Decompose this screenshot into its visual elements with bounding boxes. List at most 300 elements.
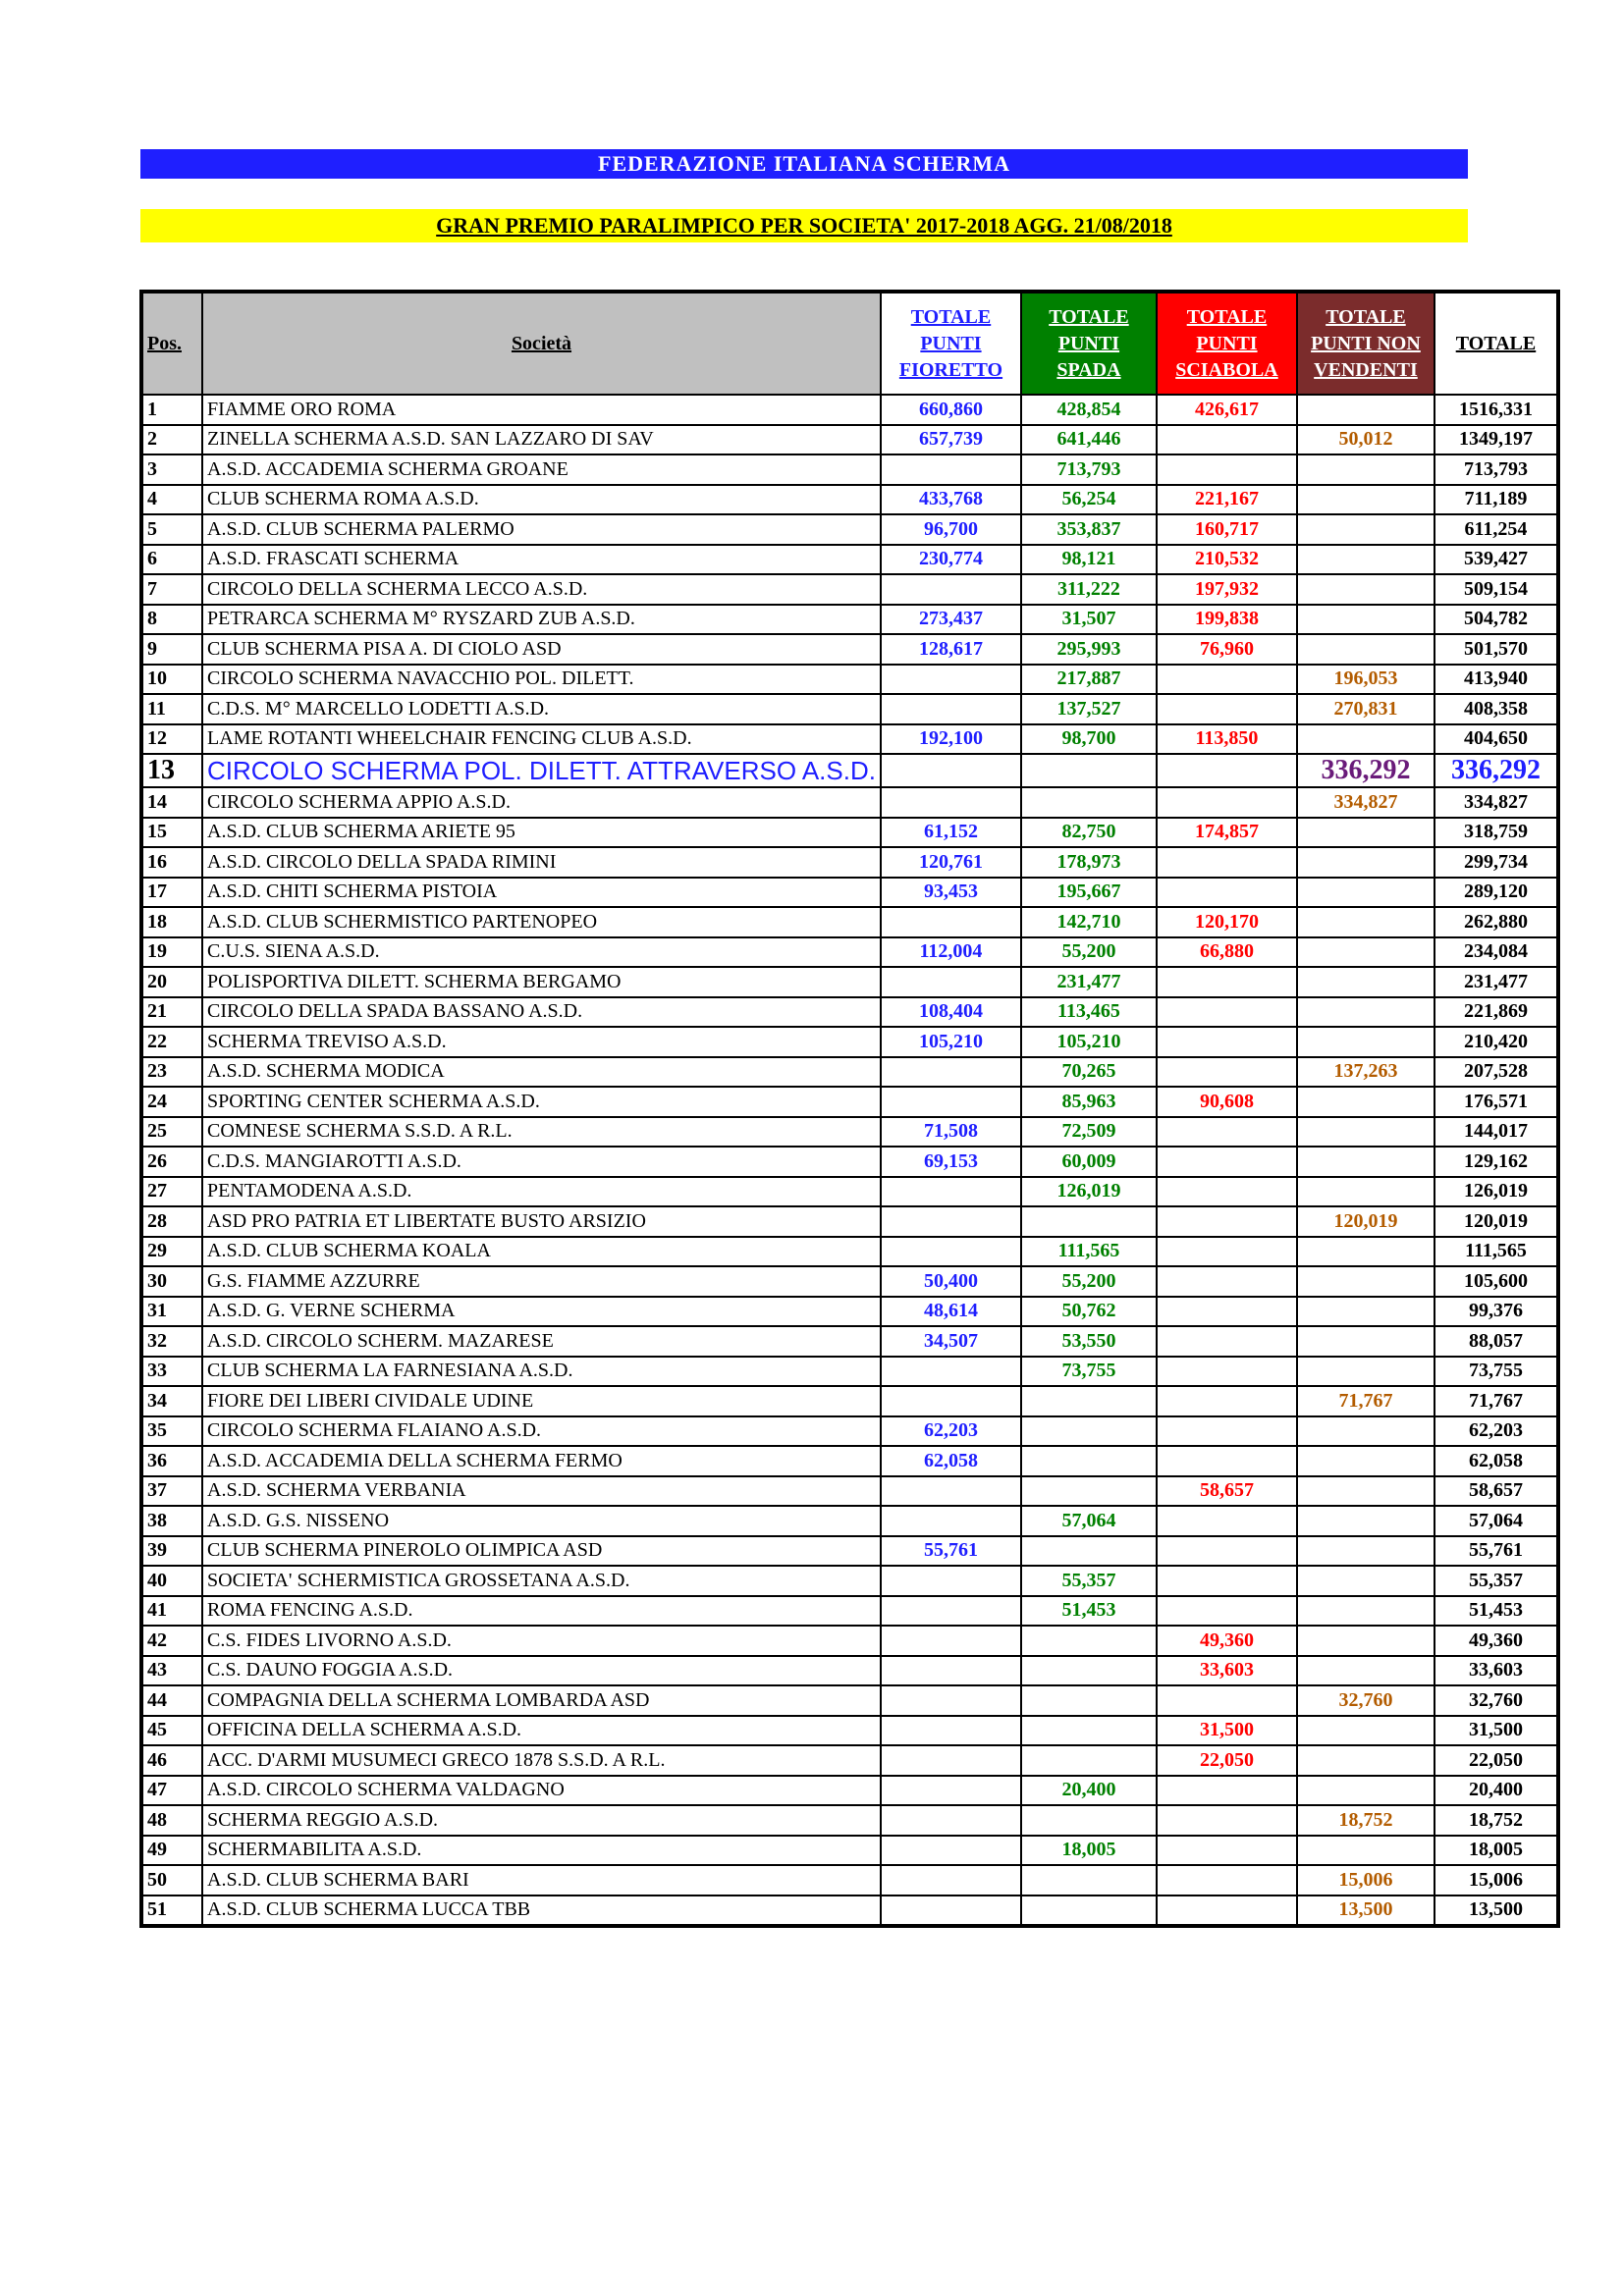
row-sciabola (1157, 1685, 1297, 1716)
row-non-vedenti (1297, 1476, 1435, 1507)
row-totale: 334,827 (1435, 787, 1558, 818)
row-spada: 105,210 (1021, 1027, 1157, 1057)
row-pos: 41 (141, 1596, 202, 1627)
row-spada (1021, 1745, 1157, 1776)
row-fioretto (881, 694, 1021, 724)
row-societa: POLISPORTIVA DILETT. SCHERMA BERGAMO (202, 967, 881, 997)
row-fioretto (881, 1836, 1021, 1866)
table-row (141, 1716, 1558, 1746)
header-spada-line: SPADA (1056, 358, 1121, 381)
row-totale: 262,880 (1435, 907, 1558, 937)
row-sciabola: 22,050 (1157, 1745, 1297, 1776)
row-societa: A.S.D. G.S. NISSENO (202, 1506, 881, 1536)
row-non-vedenti (1297, 1506, 1435, 1536)
row-totale: 33,603 (1435, 1656, 1558, 1686)
row-totale: 105,600 (1435, 1266, 1558, 1297)
row-spada: 73,755 (1021, 1357, 1157, 1387)
table-row (141, 997, 1558, 1028)
row-pos: 3 (141, 454, 202, 485)
row-spada: 353,837 (1021, 514, 1157, 545)
row-fioretto: 62,058 (881, 1446, 1021, 1476)
row-totale: 120,019 (1435, 1206, 1558, 1237)
row-sciabola: 58,657 (1157, 1476, 1297, 1507)
row-pos: 33 (141, 1357, 202, 1387)
row-non-vedenti (1297, 967, 1435, 997)
table-row (141, 967, 1558, 997)
row-pos: 36 (141, 1446, 202, 1476)
row-totale: 501,570 (1435, 634, 1558, 665)
row-sciabola: 426,617 (1157, 395, 1297, 425)
row-totale: 539,427 (1435, 545, 1558, 575)
row-fioretto: 108,404 (881, 997, 1021, 1028)
row-societa: FIORE DEI LIBERI CIVIDALE UDINE (202, 1386, 881, 1416)
row-spada (1021, 1685, 1157, 1716)
row-pos: 7 (141, 574, 202, 605)
row-sciabola (1157, 665, 1297, 695)
row-pos: 9 (141, 634, 202, 665)
row-pos: 19 (141, 937, 202, 968)
table-row (141, 1656, 1558, 1686)
row-societa: A.S.D. ACCADEMIA DELLA SCHERMA FERMO (202, 1446, 881, 1476)
row-societa: LAME ROTANTI WHEELCHAIR FENCING CLUB A.S.D. (202, 724, 881, 755)
row-sciabola (1157, 1896, 1297, 1927)
row-pos: 34 (141, 1386, 202, 1416)
row-sciabola (1157, 1536, 1297, 1567)
header-sciabola-line: PUNTI (1196, 332, 1258, 354)
row-societa: ACC. D'ARMI MUSUMECI GRECO 1878 S.S.D. A R.L. (202, 1745, 881, 1776)
row-pos: 39 (141, 1536, 202, 1567)
row-sciabola: 174,857 (1157, 818, 1297, 848)
row-societa: A.S.D. CIRCOLO SCHERMA VALDAGNO (202, 1776, 881, 1806)
table-row (141, 847, 1558, 878)
row-spada: 56,254 (1021, 485, 1157, 515)
table-row (141, 1776, 1558, 1806)
row-spada (1021, 754, 1157, 787)
row-fioretto (881, 1506, 1021, 1536)
row-societa: C.S. DAUNO FOGGIA A.S.D. (202, 1656, 881, 1686)
row-non-vedenti: 32,760 (1297, 1685, 1435, 1716)
row-spada: 428,854 (1021, 395, 1157, 425)
row-societa: A.S.D. FRASCATI SCHERMA (202, 545, 881, 575)
row-spada: 18,005 (1021, 1836, 1157, 1866)
table-row (141, 818, 1558, 848)
row-fioretto (881, 1566, 1021, 1596)
row-non-vedenti: 18,752 (1297, 1805, 1435, 1836)
row-fioretto: 657,739 (881, 425, 1021, 455)
row-non-vedenti: 13,500 (1297, 1896, 1435, 1927)
table-row (141, 1626, 1558, 1656)
row-fioretto: 230,774 (881, 545, 1021, 575)
row-spada (1021, 1446, 1157, 1476)
row-fioretto: 660,860 (881, 395, 1021, 425)
row-non-vedenti (1297, 1566, 1435, 1596)
row-spada: 126,019 (1021, 1177, 1157, 1207)
row-spada: 311,222 (1021, 574, 1157, 605)
row-totale: 1516,331 (1435, 395, 1558, 425)
row-non-vedenti (1297, 937, 1435, 968)
table-row (141, 694, 1558, 724)
row-societa: A.S.D. G. VERNE SCHERMA (202, 1297, 881, 1327)
row-fioretto (881, 1596, 1021, 1627)
row-non-vedenti (1297, 1446, 1435, 1476)
table-row (141, 1237, 1558, 1267)
row-non-vedenti (1297, 1177, 1435, 1207)
row-societa: OFFICINA DELLA SCHERMA A.S.D. (202, 1716, 881, 1746)
row-totale: 289,120 (1435, 878, 1558, 908)
table-row (141, 1506, 1558, 1536)
row-sciabola (1157, 1805, 1297, 1836)
row-sciabola (1157, 1266, 1297, 1297)
header-fioretto-line: PUNTI (920, 332, 982, 354)
row-non-vedenti: 196,053 (1297, 665, 1435, 695)
row-non-vedenti (1297, 514, 1435, 545)
federation-banner: FEDERAZIONE ITALIANA SCHERMA (140, 149, 1468, 179)
row-sciabola: 221,167 (1157, 485, 1297, 515)
row-societa: ASD PRO PATRIA ET LIBERTATE BUSTO ARSIZIO (202, 1206, 881, 1237)
row-spada: 713,793 (1021, 454, 1157, 485)
row-spada: 82,750 (1021, 818, 1157, 848)
row-societa: CLUB SCHERMA PISA A. DI CIOLO ASD (202, 634, 881, 665)
row-sciabola (1157, 847, 1297, 878)
row-pos: 20 (141, 967, 202, 997)
row-sciabola (1157, 1386, 1297, 1416)
row-non-vedenti: 334,827 (1297, 787, 1435, 818)
row-societa: A.S.D. CLUB SCHERMA KOALA (202, 1237, 881, 1267)
row-sciabola (1157, 1297, 1297, 1327)
row-sciabola (1157, 1865, 1297, 1896)
row-societa: PETRARCA SCHERMA M° RYSZARD ZUB A.S.D. (202, 605, 881, 635)
row-societa: CIRCOLO DELLA SCHERMA LECCO A.S.D. (202, 574, 881, 605)
row-pos: 10 (141, 665, 202, 695)
row-societa: C.D.S. M° MARCELLO LODETTI A.S.D. (202, 694, 881, 724)
row-totale: 210,420 (1435, 1027, 1558, 1057)
row-non-vedenti (1297, 847, 1435, 878)
header-non-vedenti-line: TOTALE (1326, 305, 1406, 328)
header-fioretto-line: TOTALE (910, 305, 992, 328)
header-sciabola-line: TOTALE (1186, 305, 1268, 328)
row-totale: 20,400 (1435, 1776, 1558, 1806)
row-non-vedenti (1297, 1326, 1435, 1357)
row-sciabola (1157, 997, 1297, 1028)
row-societa: SCHERMABILITA A.S.D. (202, 1836, 881, 1866)
row-sciabola (1157, 1206, 1297, 1237)
row-totale: 176,571 (1435, 1087, 1558, 1117)
row-societa: CLUB SCHERMA PINEROLO OLIMPICA ASD (202, 1536, 881, 1567)
row-fioretto: 55,761 (881, 1536, 1021, 1567)
row-spada: 70,265 (1021, 1057, 1157, 1088)
row-pos: 27 (141, 1177, 202, 1207)
row-fioretto (881, 907, 1021, 937)
row-totale: 55,761 (1435, 1536, 1558, 1567)
row-pos: 1 (141, 395, 202, 425)
row-spada (1021, 1716, 1157, 1746)
row-spada: 295,993 (1021, 634, 1157, 665)
row-societa: A.S.D. CLUB SCHERMA PALERMO (202, 514, 881, 545)
row-fioretto (881, 1476, 1021, 1507)
row-totale: 58,657 (1435, 1476, 1558, 1507)
row-societa: C.D.S. MANGIAROTTI A.S.D. (202, 1147, 881, 1177)
row-fioretto (881, 1237, 1021, 1267)
row-fioretto (881, 1716, 1021, 1746)
table-row (141, 1357, 1558, 1387)
row-non-vedenti (1297, 634, 1435, 665)
row-spada: 217,887 (1021, 665, 1157, 695)
row-non-vedenti (1297, 1027, 1435, 1057)
row-pos: 17 (141, 878, 202, 908)
row-non-vedenti (1297, 545, 1435, 575)
row-societa: SCHERMA TREVISO A.S.D. (202, 1027, 881, 1057)
row-societa: A.S.D. CLUB SCHERMA ARIETE 95 (202, 818, 881, 848)
row-pos: 31 (141, 1297, 202, 1327)
row-fioretto: 93,453 (881, 878, 1021, 908)
row-societa: C.U.S. SIENA A.S.D. (202, 937, 881, 968)
row-fioretto: 128,617 (881, 634, 1021, 665)
row-non-vedenti (1297, 1117, 1435, 1148)
row-societa: ZINELLA SCHERMA A.S.D. SAN LAZZARO DI SAV (202, 425, 881, 455)
row-pos: 30 (141, 1266, 202, 1297)
row-societa: A.S.D. CIRCOLO DELLA SPADA RIMINI (202, 847, 881, 878)
row-spada: 20,400 (1021, 1776, 1157, 1806)
table-row (141, 1446, 1558, 1476)
row-societa: COMPAGNIA DELLA SCHERMA LOMBARDA ASD (202, 1685, 881, 1716)
table-row (141, 878, 1558, 908)
table-row (141, 1266, 1558, 1297)
table-row (141, 665, 1558, 695)
table-row (141, 937, 1558, 968)
table-row (141, 907, 1558, 937)
row-sciabola (1157, 1596, 1297, 1627)
row-totale: 51,453 (1435, 1596, 1558, 1627)
row-fioretto: 34,507 (881, 1326, 1021, 1357)
row-sciabola: 76,960 (1157, 634, 1297, 665)
row-fioretto (881, 967, 1021, 997)
row-societa: SPORTING CENTER SCHERMA A.S.D. (202, 1087, 881, 1117)
row-non-vedenti (1297, 1776, 1435, 1806)
row-pos: 47 (141, 1776, 202, 1806)
row-pos: 51 (141, 1896, 202, 1927)
row-sciabola: 49,360 (1157, 1626, 1297, 1656)
row-pos: 48 (141, 1805, 202, 1836)
row-fioretto: 273,437 (881, 605, 1021, 635)
row-pos: 6 (141, 545, 202, 575)
row-spada: 53,550 (1021, 1326, 1157, 1357)
row-non-vedenti (1297, 1087, 1435, 1117)
row-pos: 46 (141, 1745, 202, 1776)
row-totale: 111,565 (1435, 1237, 1558, 1267)
table-row (141, 425, 1558, 455)
row-spada: 85,963 (1021, 1087, 1157, 1117)
header-sciabola (1157, 292, 1297, 395)
row-non-vedenti (1297, 1416, 1435, 1447)
header-spada (1021, 292, 1157, 395)
row-non-vedenti: 270,831 (1297, 694, 1435, 724)
row-fioretto (881, 754, 1021, 787)
row-sciabola (1157, 694, 1297, 724)
row-spada: 31,507 (1021, 605, 1157, 635)
row-spada (1021, 1896, 1157, 1927)
row-fioretto (881, 1745, 1021, 1776)
row-spada: 113,465 (1021, 997, 1157, 1028)
table-row (141, 1297, 1558, 1327)
row-sciabola: 197,932 (1157, 574, 1297, 605)
row-fioretto (881, 1057, 1021, 1088)
row-totale: 713,793 (1435, 454, 1558, 485)
row-non-vedenti (1297, 1716, 1435, 1746)
row-spada: 50,762 (1021, 1297, 1157, 1327)
row-fioretto (881, 1805, 1021, 1836)
header-non-vedenti-line: VENDENTI (1314, 358, 1418, 381)
row-sciabola: 120,170 (1157, 907, 1297, 937)
row-fioretto: 120,761 (881, 847, 1021, 878)
row-totale: 55,357 (1435, 1566, 1558, 1596)
row-pos: 44 (141, 1685, 202, 1716)
row-non-vedenti: 120,019 (1297, 1206, 1435, 1237)
row-fioretto: 112,004 (881, 937, 1021, 968)
row-sciabola (1157, 1177, 1297, 1207)
row-societa: SCHERMA REGGIO A.S.D. (202, 1805, 881, 1836)
row-sciabola (1157, 967, 1297, 997)
row-totale: 144,017 (1435, 1117, 1558, 1148)
row-non-vedenti (1297, 907, 1435, 937)
row-pos: 38 (141, 1506, 202, 1536)
row-societa: SOCIETA' SCHERMISTICA GROSSETANA A.S.D. (202, 1566, 881, 1596)
row-spada (1021, 1386, 1157, 1416)
row-spada: 142,710 (1021, 907, 1157, 937)
table-row (141, 1027, 1558, 1057)
row-non-vedenti (1297, 1626, 1435, 1656)
row-pos: 22 (141, 1027, 202, 1057)
row-spada: 55,200 (1021, 937, 1157, 968)
row-totale: 234,084 (1435, 937, 1558, 968)
table-row (141, 1476, 1558, 1507)
row-pos: 40 (141, 1566, 202, 1596)
row-spada: 231,477 (1021, 967, 1157, 997)
row-non-vedenti: 15,006 (1297, 1865, 1435, 1896)
row-sciabola: 113,850 (1157, 724, 1297, 755)
row-spada: 111,565 (1021, 1237, 1157, 1267)
row-spada (1021, 1476, 1157, 1507)
row-spada: 55,357 (1021, 1566, 1157, 1596)
row-totale: 408,358 (1435, 694, 1558, 724)
ranking-table (139, 290, 1560, 1928)
table-row (141, 1536, 1558, 1567)
row-sciabola (1157, 1416, 1297, 1447)
row-totale: 13,500 (1435, 1896, 1558, 1927)
row-pos: 25 (141, 1117, 202, 1148)
table-row (141, 724, 1558, 755)
row-totale: 57,064 (1435, 1506, 1558, 1536)
header-non-vedenti (1297, 292, 1435, 395)
row-totale: 18,005 (1435, 1836, 1558, 1866)
row-non-vedenti (1297, 1836, 1435, 1866)
table-row (141, 1896, 1558, 1927)
row-pos: 26 (141, 1147, 202, 1177)
table-row (141, 754, 1558, 787)
row-non-vedenti (1297, 818, 1435, 848)
table-row (141, 485, 1558, 515)
row-pos: 43 (141, 1656, 202, 1686)
row-totale: 711,189 (1435, 485, 1558, 515)
row-sciabola: 33,603 (1157, 1656, 1297, 1686)
row-spada: 98,121 (1021, 545, 1157, 575)
row-totale: 318,759 (1435, 818, 1558, 848)
header-sciabola-line: SCIABOLA (1175, 358, 1278, 381)
row-sciabola (1157, 1237, 1297, 1267)
row-fioretto (881, 1656, 1021, 1686)
row-societa: ROMA FENCING A.S.D. (202, 1596, 881, 1627)
row-totale: 221,869 (1435, 997, 1558, 1028)
row-spada (1021, 1206, 1157, 1237)
row-fioretto (881, 1896, 1021, 1927)
row-fioretto: 71,508 (881, 1117, 1021, 1148)
row-sciabola (1157, 1836, 1297, 1866)
row-spada: 51,453 (1021, 1596, 1157, 1627)
row-non-vedenti (1297, 1656, 1435, 1686)
row-sciabola (1157, 425, 1297, 455)
row-non-vedenti (1297, 1297, 1435, 1327)
row-spada (1021, 1656, 1157, 1686)
table-row (141, 454, 1558, 485)
row-sciabola: 199,838 (1157, 605, 1297, 635)
row-spada (1021, 787, 1157, 818)
row-fioretto (881, 1177, 1021, 1207)
row-totale: 62,203 (1435, 1416, 1558, 1447)
table-header-row (141, 292, 1558, 395)
row-pos: 21 (141, 997, 202, 1028)
table-row (141, 1177, 1558, 1207)
table-row (141, 545, 1558, 575)
row-spada: 57,064 (1021, 1506, 1157, 1536)
header-fioretto-line: FIORETTO (898, 358, 1003, 381)
row-sciabola (1157, 1446, 1297, 1476)
row-fioretto: 50,400 (881, 1266, 1021, 1297)
table-row (141, 1596, 1558, 1627)
row-sciabola (1157, 1566, 1297, 1596)
row-pos: 14 (141, 787, 202, 818)
row-pos: 35 (141, 1416, 202, 1447)
row-non-vedenti (1297, 1147, 1435, 1177)
row-non-vedenti (1297, 574, 1435, 605)
row-fioretto (881, 454, 1021, 485)
row-societa: A.S.D. SCHERMA VERBANIA (202, 1476, 881, 1507)
row-societa: A.S.D. CLUB SCHERMISTICO PARTENOPEO (202, 907, 881, 937)
row-fioretto: 69,153 (881, 1147, 1021, 1177)
row-spada: 98,700 (1021, 724, 1157, 755)
row-sciabola: 90,608 (1157, 1087, 1297, 1117)
table-row (141, 605, 1558, 635)
row-totale: 88,057 (1435, 1326, 1558, 1357)
row-pos: 24 (141, 1087, 202, 1117)
row-totale: 299,734 (1435, 847, 1558, 878)
table-row (141, 1057, 1558, 1088)
row-societa: CIRCOLO DELLA SPADA BASSANO A.S.D. (202, 997, 881, 1028)
row-sciabola (1157, 1027, 1297, 1057)
row-spada: 195,667 (1021, 878, 1157, 908)
row-pos: 50 (141, 1865, 202, 1896)
row-fioretto: 62,203 (881, 1416, 1021, 1447)
row-sciabola (1157, 1117, 1297, 1148)
row-totale: 336,292 (1435, 754, 1558, 787)
row-sciabola (1157, 787, 1297, 818)
row-fioretto (881, 1865, 1021, 1896)
row-totale: 18,752 (1435, 1805, 1558, 1836)
table-row (141, 1836, 1558, 1866)
row-societa: A.S.D. CHITI SCHERMA PISTOIA (202, 878, 881, 908)
row-spada (1021, 1626, 1157, 1656)
row-fioretto (881, 1626, 1021, 1656)
row-totale: 404,650 (1435, 724, 1558, 755)
row-societa: A.S.D. CLUB SCHERMA BARI (202, 1865, 881, 1896)
